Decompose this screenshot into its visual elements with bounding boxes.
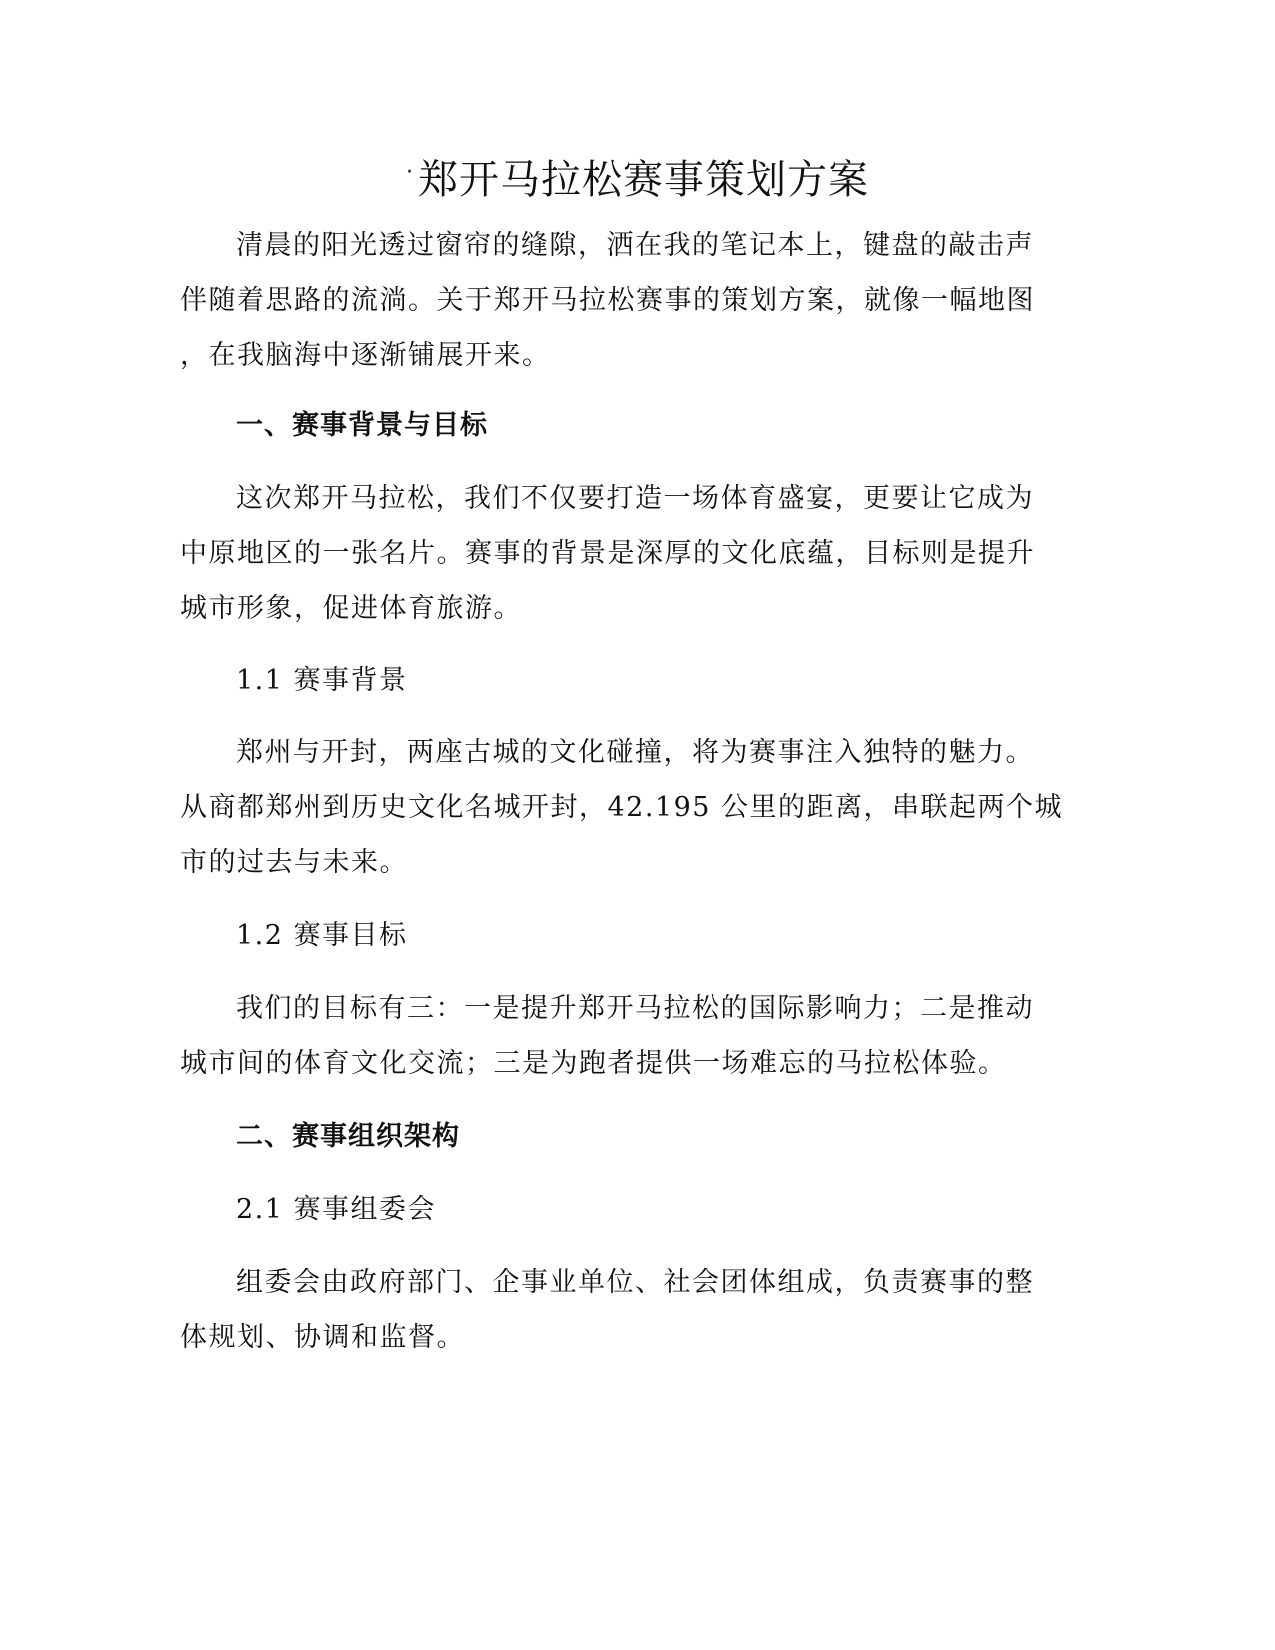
paragraph-line: 郑州与开封，两座古城的文化碰撞，将为赛事注入独特的魅力。 [236,737,1034,768]
document-title [0,148,1275,205]
title-bullet: · [406,160,414,185]
paragraph-line: 城市间的体育文化交流；三是为跑者提供一场难忘的马拉松体验。 [180,1048,1007,1079]
paragraph-line: 伴随着思路的流淌。关于郑开马拉松赛事的策划方案，就像一幅地图 [180,285,1035,316]
paragraph-line: 城市形象，促进体育旅游。 [180,593,522,624]
title-text: 郑开马拉松赛事策划方案 [418,157,869,203]
paragraph-line: 市的过去与未来。 [180,847,408,878]
subsection-heading: 2.1 赛事组委会 [236,1194,437,1225]
paragraph-line: 中原地区的一张名片。赛事的背景是深厚的文化底蕴，目标则是提升 [180,538,1035,569]
section-heading: 一、赛事背景与目标 [236,410,488,441]
paragraph-line: 我们的目标有三：一是提升郑开马拉松的国际影响力；二是推动 [236,993,1034,1024]
paragraph-line: ，在我脑海中逐渐铺展开来。 [180,340,551,371]
subsection-heading: 1.1 赛事背景 [236,665,408,696]
paragraph-line: 组委会由政府部门、企事业单位、社会团体组成，负责赛事的整 [236,1267,1034,1298]
subsection-heading: 1.2 赛事目标 [236,920,408,951]
paragraph-line: 体规划、协调和监督。 [180,1322,465,1353]
section-heading: 二、赛事组织架构 [236,1121,460,1152]
paragraph-line: 这次郑开马拉松，我们不仅要打造一场体育盛宴，更要让它成为 [236,483,1034,514]
paragraph-line: 清晨的阳光透过窗帘的缝隙，洒在我的笔记本上，键盘的敲击声 [236,230,1034,261]
paragraph-line: 从商都郑州到历史文化名城开封，42.195 公里的距离，串联起两个城 [180,792,1064,823]
